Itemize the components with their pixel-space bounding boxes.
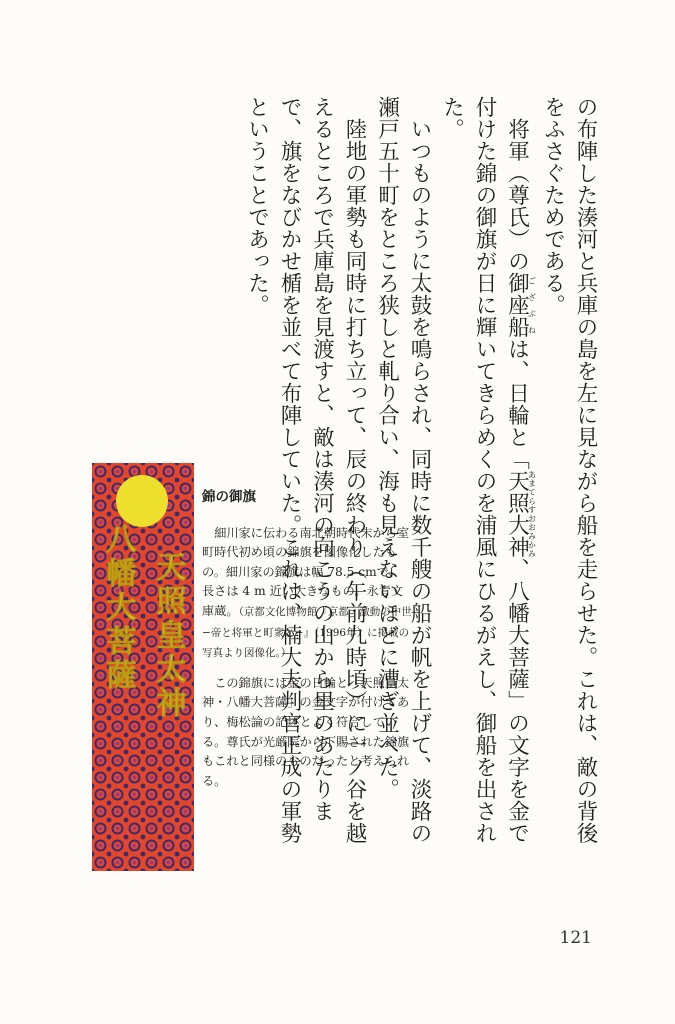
- ruby-reading: ござぶね: [527, 271, 537, 338]
- page-number: 121: [559, 928, 592, 948]
- paragraph-4: 陸地の軍勢も同時に打ち立って、辰の終わり（午前九時頃）に一ノ谷を越えるところで兵庫島を見渡すと、敵は湊河の向こうの山から里のあたりまで、旗をなびかせ楯を並べて布陣していた。これは、楠大夫判官正成の軍勢ということであった。: [244, 96, 367, 844]
- caption-paragraph-1: [202, 524, 412, 664]
- paragraph-2: [435, 96, 536, 856]
- ruby-goza-bune: [504, 271, 537, 338]
- caption-source: （京都文化博物館『京都・激動の中世 −帝と将軍と町衆と−』（1996年）に掲載の写真より図像化。）: [202, 605, 412, 660]
- nishiki-banner-image: [92, 463, 194, 871]
- banner-left-inscription: 八幡大菩薩: [100, 523, 136, 693]
- paragraph-1: の布陣した湊河と兵庫の島を左に見ながら船を走らせた。これは、敵の背後をふさぐためである。: [540, 96, 598, 844]
- ruby-amaterasu: [504, 469, 537, 558]
- ruby-base: 天照大神: [504, 469, 530, 558]
- caption-text: 細川家に伝わる南北朝時代末から室町時代初め頃の錦旗を図像化したもの。細川家の錦旗は幅 78.5 cmで、長さは 4 m 近い大きなもの。永青文庫蔵。: [202, 525, 410, 618]
- caption-title: 錦の御旗: [202, 489, 256, 505]
- caption-paragraph-2: この錦旗には金の日輪と「天照皇太神・八幡大菩薩」の金文字が付けてあり、梅松論の記述とよく符合している。尊氏が光厳院から下賜された錦旗もこれと同様のものだったと考えられる。: [202, 675, 410, 788]
- ruby-base: 御座船: [504, 271, 530, 338]
- text-span: は、日輪と「: [504, 337, 530, 470]
- figure-caption: [202, 488, 412, 801]
- paragraph-3: いつものように太鼓を鳴らされ、同時に数千艘の船が帆を上げて、淡路の瀬戸五十町をところ狭しと軋り合い、海も見えないほどに漕ぎ並べた。: [374, 96, 432, 844]
- text-span: 、八幡大菩薩」の文字を金で付けた錦の御旗が日に輝いてきらめくのを浦風にひるがえし、御船を出された。: [439, 96, 530, 844]
- ruby-reading: あまてらすおおみかみ: [527, 469, 537, 558]
- sun-disc: [116, 475, 168, 527]
- text-span: 将軍（尊氏）の: [504, 117, 530, 272]
- banner-right-inscription: 天照皇太神: [150, 551, 186, 721]
